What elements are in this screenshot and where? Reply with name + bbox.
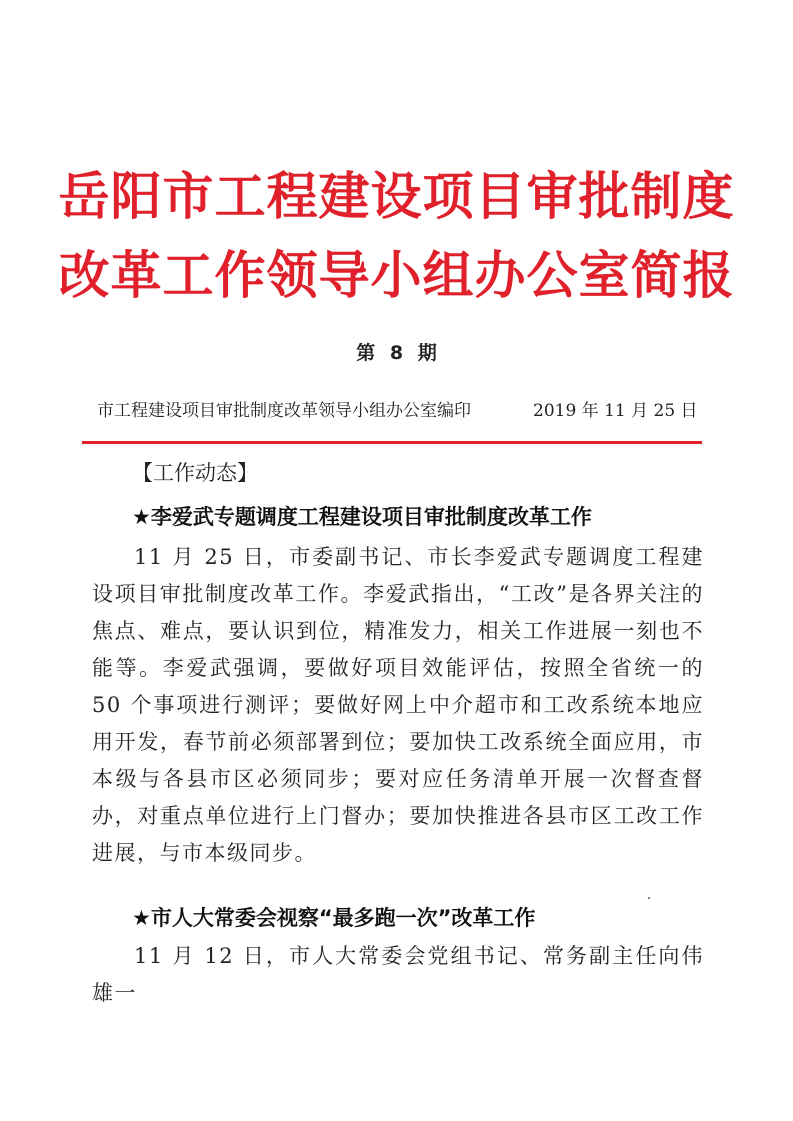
red-divider-rule bbox=[82, 441, 702, 444]
issue-number: 第 8 期 bbox=[356, 342, 437, 364]
article-2-headline: ★市人大常委会视察“最多跑一次”改革工作 bbox=[132, 906, 536, 930]
bulletin-title-line-2: 改革工作领导小组办公室简报 bbox=[58, 247, 735, 306]
bulletin-title-line-1: 岳阳市工程建设项目审批制度 bbox=[58, 168, 735, 227]
publish-date: 2019 年 11 月 25 日 bbox=[533, 401, 698, 421]
article-1-headline: ★李爱武专题调度工程建设项目审批制度改革工作 bbox=[132, 505, 592, 529]
section-label: 【工作动态】 bbox=[132, 461, 258, 485]
article-2-body: 11 月 12 日，市人大常委会党组书记、常务副主任向伟雄一 bbox=[92, 944, 704, 1005]
publisher-line: 市工程建设项目审批制度改革领导小组办公室编印 bbox=[97, 401, 471, 421]
article-1-body: 11 月 25 日，市委副书记、市长李爱武专题调度工程建设项目审批制度改革工作。李爱武指出，“工改”是各界关注的焦点、难点，要认识到位，精准发力，相关工作进展一刻也不能等。李爱武强调，要做好项目效能评估，按照全省统一的 50 个事项进行测评；要做好网上中介超市和工改系统本地应用开发，春节前必须部署到位；要加快工改系统全面应用，市本级与各县市区必须同步；要对应任务清单开展一次督查督办，对重点单位进行上门督办；要加快推进各县市区工改工作进展，与市本级同步。 bbox=[92, 545, 704, 865]
scan-speck bbox=[648, 897, 650, 899]
